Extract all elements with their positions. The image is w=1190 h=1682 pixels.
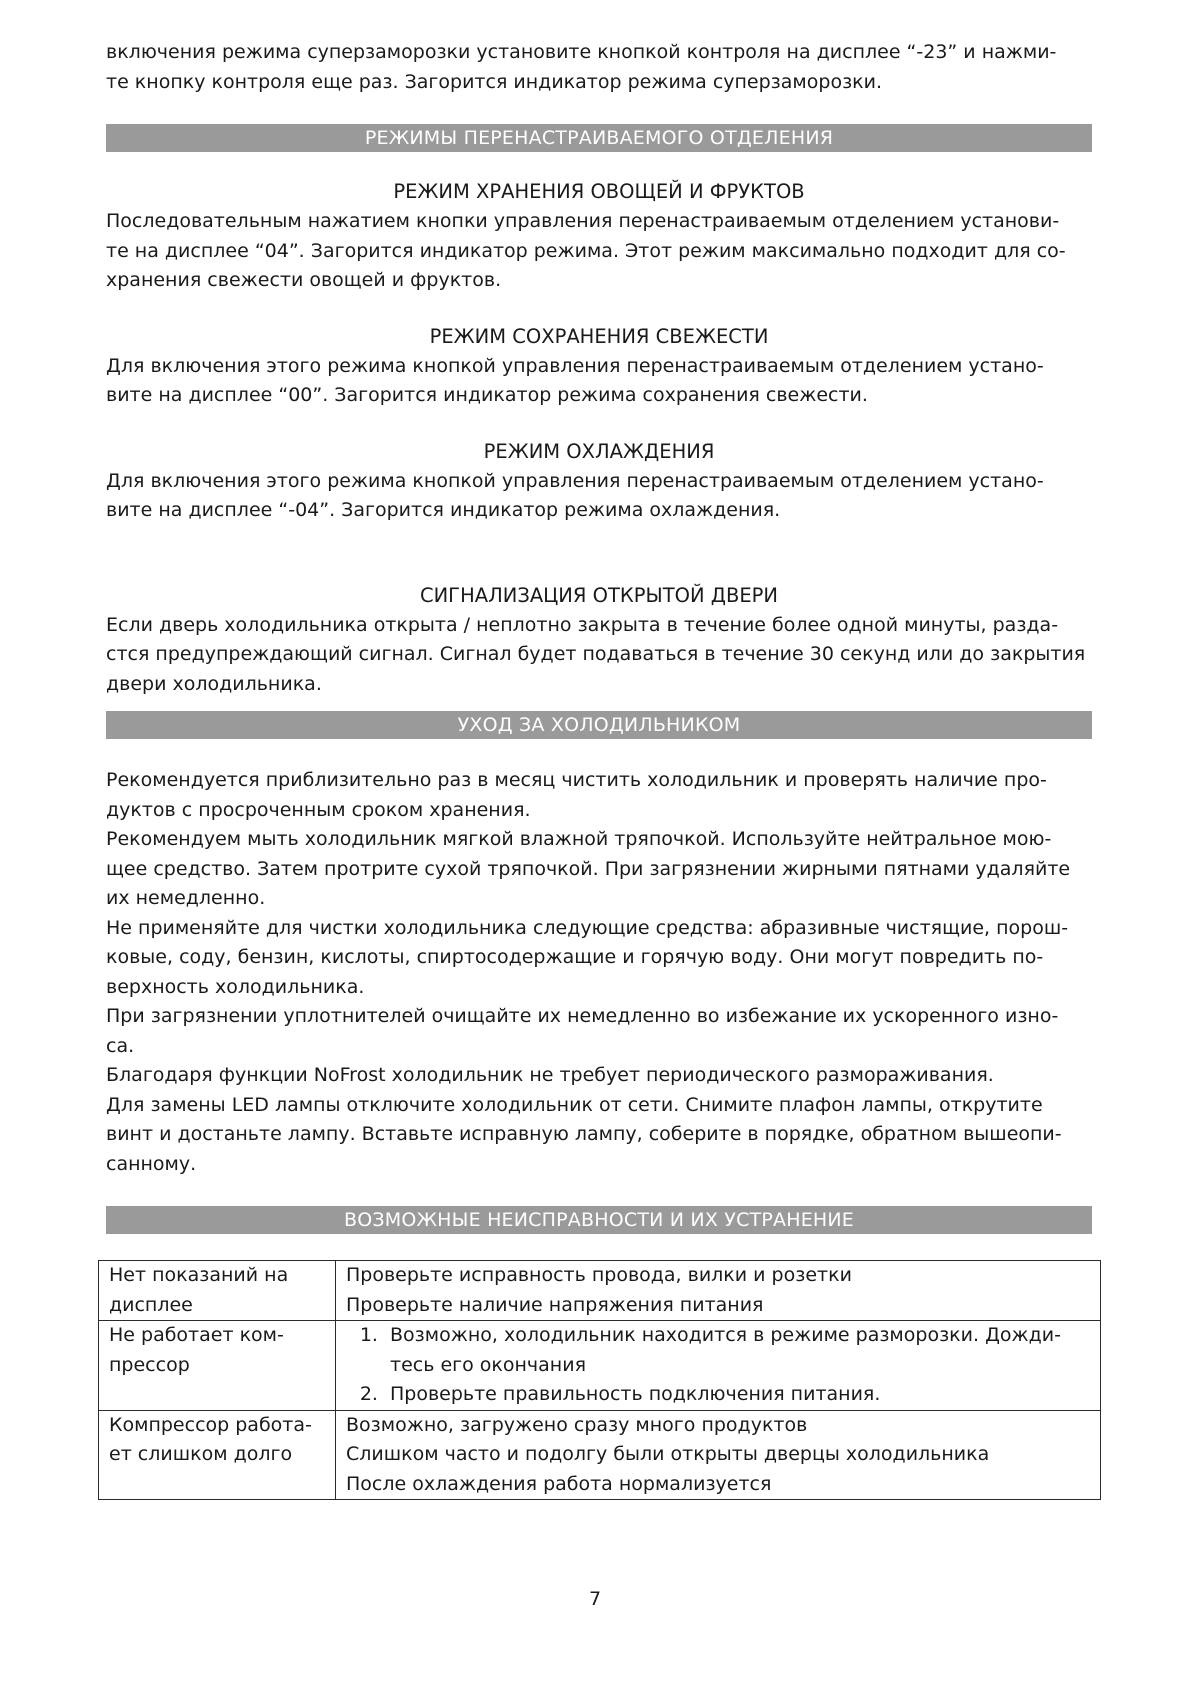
text-line: те на дисплее “04”. Загорится индикатор режима. Этот режим максимально подходит для со- bbox=[106, 239, 1066, 262]
text-line: Для включения этого режима кнопкой управления перенастраиваемым отделением устано- bbox=[106, 469, 1044, 492]
text-line: вите на дисплее “-04”. Загорится индикатор режима охлаждения. bbox=[106, 499, 781, 521]
text-line: хранения свежести овощей и фруктов. bbox=[106, 269, 502, 291]
care-paragraph bbox=[106, 766, 1092, 1179]
problem-cell bbox=[99, 1261, 336, 1321]
solution-text-line: тесь его окончания bbox=[390, 1353, 586, 1376]
text-line: щее средство. Затем протрите сухой тряпочкой. При загрязнении жирными пятнами удаляйте bbox=[106, 857, 1071, 880]
solution-list-item bbox=[384, 1321, 1092, 1380]
text-line: санному. bbox=[106, 1152, 197, 1175]
text-line: Если дверь холодильника открыта / неплотно закрыта в течение более одной минуты, разда- bbox=[106, 613, 1059, 636]
problem-text-line: дисплее bbox=[109, 1293, 193, 1316]
text-line: Благодаря функции NoFrost холодильник не требует периодического размораживания. bbox=[106, 1064, 994, 1086]
table-row bbox=[99, 1321, 1101, 1411]
solution-text-line: Проверьте исправность провода, вилки и розетки bbox=[346, 1264, 852, 1286]
text-line: верхность холодильника. bbox=[106, 975, 365, 998]
problem-text-line: прессор bbox=[109, 1353, 190, 1376]
text-line: двери холодильника. bbox=[106, 672, 322, 695]
problem-cell bbox=[99, 1321, 336, 1411]
text-line: Последовательным нажатием кнопки управления перенастраиваемым отделением установи- bbox=[106, 210, 1060, 232]
text-line: Для включения этого режима кнопкой управления перенастраиваемым отделением устано- bbox=[106, 354, 1044, 377]
text-line: винт и достаньте лампу. Вставьте исправную лампу, соберите в порядке, обратном вышеопи- bbox=[106, 1123, 1062, 1145]
section-header-faults: ВОЗМОЖНЫЕ НЕИСПРАВНОСТИ И ИХ УСТРАНЕНИЕ bbox=[106, 1206, 1092, 1234]
text-line: Рекомендуется приблизительно раз в месяц чистить холодильник и проверять наличие про- bbox=[106, 769, 1047, 791]
solution-text-line: Проверьте наличие напряжения питания bbox=[346, 1293, 764, 1316]
problem-text-line: ет слишком долго bbox=[109, 1443, 293, 1465]
solution-list bbox=[346, 1321, 1092, 1410]
problem-text-line: Компрессор работа- bbox=[109, 1413, 312, 1436]
subheading-fresh-mode: РЕЖИМ СОХРАНЕНИЯ СВЕЖЕСТИ bbox=[429, 324, 769, 348]
problem-text-line: Нет показаний на bbox=[109, 1264, 289, 1286]
cool-mode-paragraph bbox=[106, 467, 1092, 526]
manual-page bbox=[106, 38, 1092, 1500]
text-line: их немедленно. bbox=[106, 887, 266, 909]
text-line: Не применяйте для чистки холодильника следующие средства: абразивные чистящие, порош- bbox=[106, 916, 1069, 939]
subheading-veg-mode: РЕЖИМ ХРАНЕНИЯ ОВОЩЕЙ И ФРУКТОВ bbox=[393, 180, 805, 203]
section-header-modes: РЕЖИМЫ ПЕРЕНАСТРАИВАЕМОГО ОТДЕЛЕНИЯ bbox=[106, 124, 1092, 152]
text-line: дуктов с просроченным сроком хранения. bbox=[106, 798, 531, 821]
text-line: включения режима суперзаморозки установите кнопкой контроля на дисплее “-23” и нажми- bbox=[106, 41, 1057, 63]
solution-cell bbox=[336, 1261, 1101, 1321]
subheading-cool-mode: РЕЖИМ ОХЛАЖДЕНИЯ bbox=[483, 439, 715, 463]
problem-text-line: Не работает ком- bbox=[109, 1324, 284, 1346]
text-line: стся предупреждающий сигнал. Сигнал будет подаваться в течение 30 секунд или до закрытия bbox=[106, 643, 1086, 665]
veg-mode-paragraph bbox=[106, 207, 1092, 296]
text-line: При загрязнении уплотнителей очищайте их немедленно во избежание их ускоренного изно- bbox=[106, 1005, 1059, 1027]
problem-cell bbox=[99, 1410, 336, 1500]
door-alarm-paragraph bbox=[106, 611, 1092, 700]
intro-paragraph bbox=[106, 38, 1092, 97]
text-line: те кнопку контроля еще раз. Загорится индикатор режима суперзаморозки. bbox=[106, 70, 883, 93]
text-line: Рекомендуем мыть холодильник мягкой влажной тряпочкой. Используйте нейтральное мою- bbox=[106, 828, 1052, 850]
fresh-mode-paragraph bbox=[106, 352, 1092, 411]
solution-text-line: Возможно, холодильник находится в режиме разморозки. Дожди- bbox=[390, 1324, 1062, 1346]
text-line: Для замены LED лампы отключите холодильник от сети. Снимите плафон лампы, открутите bbox=[106, 1093, 1043, 1116]
section-header-care: УХОД ЗА ХОЛОДИЛЬНИКОМ bbox=[106, 711, 1092, 739]
solution-text-line: Возможно, загружено сразу много продуктов bbox=[346, 1413, 808, 1436]
table-row bbox=[99, 1261, 1101, 1321]
solution-cell bbox=[336, 1410, 1101, 1500]
solution-text-line: После охлаждения работа нормализуется bbox=[346, 1472, 772, 1495]
text-line: са. bbox=[106, 1034, 135, 1057]
faults-table bbox=[98, 1260, 1101, 1500]
table-row bbox=[99, 1410, 1101, 1500]
text-line: ковые, соду, бензин, кислоты, спиртосодержащие и горячую воду. Они могут повредить по- bbox=[106, 946, 1044, 968]
subheading-door-alarm: СИГНАЛИЗАЦИЯ ОТКРЫТОЙ ДВЕРИ bbox=[419, 583, 779, 607]
solution-cell bbox=[336, 1321, 1101, 1411]
text-line: вите на дисплее “00”. Загорится индикатор режима сохранения свежести. bbox=[106, 384, 868, 406]
page-number: 7 bbox=[588, 1588, 602, 1610]
solution-text-line: Слишком часто и подолгу были открыты дверцы холодильника bbox=[346, 1443, 990, 1465]
solution-list-item: 2. Проверьте правильность подключения питания. bbox=[384, 1380, 1092, 1410]
